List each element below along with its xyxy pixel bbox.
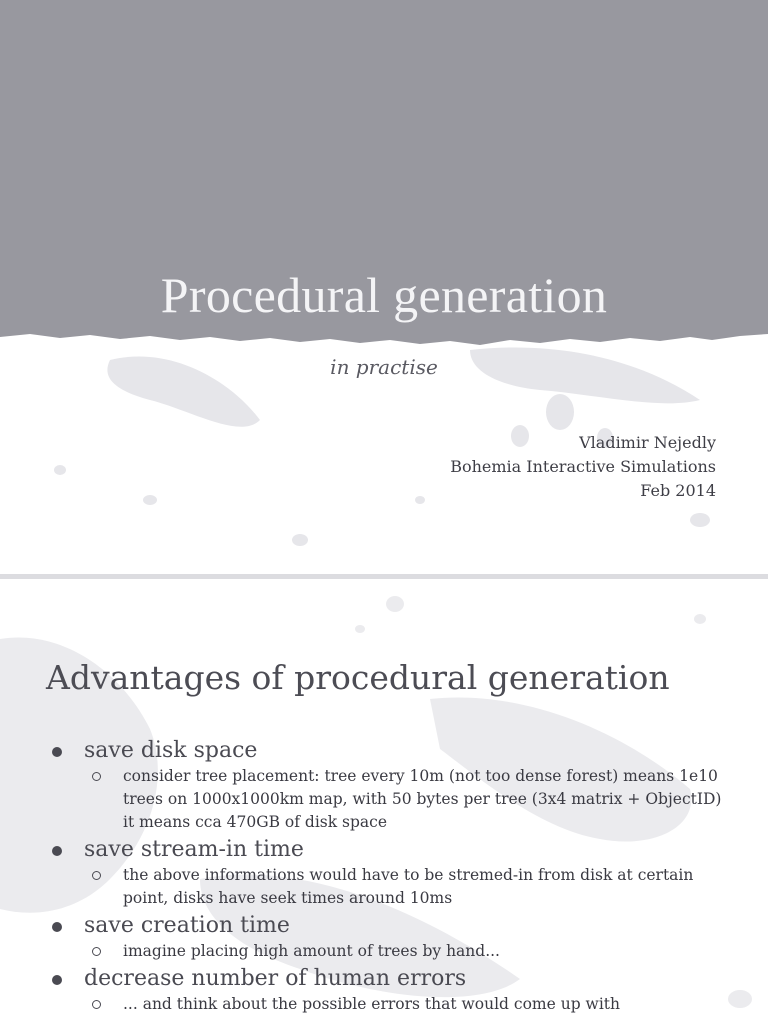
bullet-dot-icon <box>52 846 62 856</box>
content-slide <box>0 579 768 1024</box>
bullet-text: save creation time <box>84 913 290 938</box>
sub-bullet-text: imagine placing high amount of trees by hand... <box>123 942 500 960</box>
bullet-text: save disk space <box>84 738 258 763</box>
sub-bullet-item <box>0 993 768 1016</box>
slide-title: Procedural generation <box>160 267 608 323</box>
sub-bullet-item <box>0 940 768 963</box>
sub-bullet-circle-icon <box>92 772 101 781</box>
sub-bullet-text: the above informations would have to be stremed-in from disk at certain point, disks have seek times around 10ms <box>123 866 694 907</box>
author-block <box>450 431 716 503</box>
bullet-item <box>0 836 768 863</box>
author-company: Bohemia Interactive Simulations <box>450 457 716 476</box>
bullet-dot-icon <box>52 975 62 985</box>
author-name: Vladimir Nejedly <box>579 433 716 452</box>
bullet-item <box>0 965 768 992</box>
sub-bullet-circle-icon <box>92 947 101 956</box>
bullet-item <box>0 737 768 764</box>
sub-bullet-text: ... and think about the possible errors that would come up with <box>123 995 620 1013</box>
bullet-dot-icon <box>52 747 62 757</box>
bullet-dot-icon <box>52 922 62 932</box>
bullet-text: save stream-in time <box>84 837 304 862</box>
slide-heading: Advantages of procedural generation <box>46 658 670 697</box>
bullet-text: decrease number of human errors <box>84 966 467 991</box>
sub-bullet-circle-icon <box>92 1000 101 1009</box>
sub-bullet-text: consider tree placement: tree every 10m (not too dense forest) means 1e10 trees on 1000x1000km map, with 50 bytes per tree (3x4 matrix + ObjectID) it means cca 470GB of disk space <box>123 767 722 831</box>
presentation-date: Feb 2014 <box>640 481 716 500</box>
slide-subtitle: in practise <box>330 355 438 379</box>
sub-bullet-item <box>0 864 768 910</box>
sub-bullet-circle-icon <box>92 871 101 880</box>
bullet-list <box>0 737 768 1016</box>
bullet-item <box>0 912 768 939</box>
sub-bullet-item <box>0 765 768 834</box>
